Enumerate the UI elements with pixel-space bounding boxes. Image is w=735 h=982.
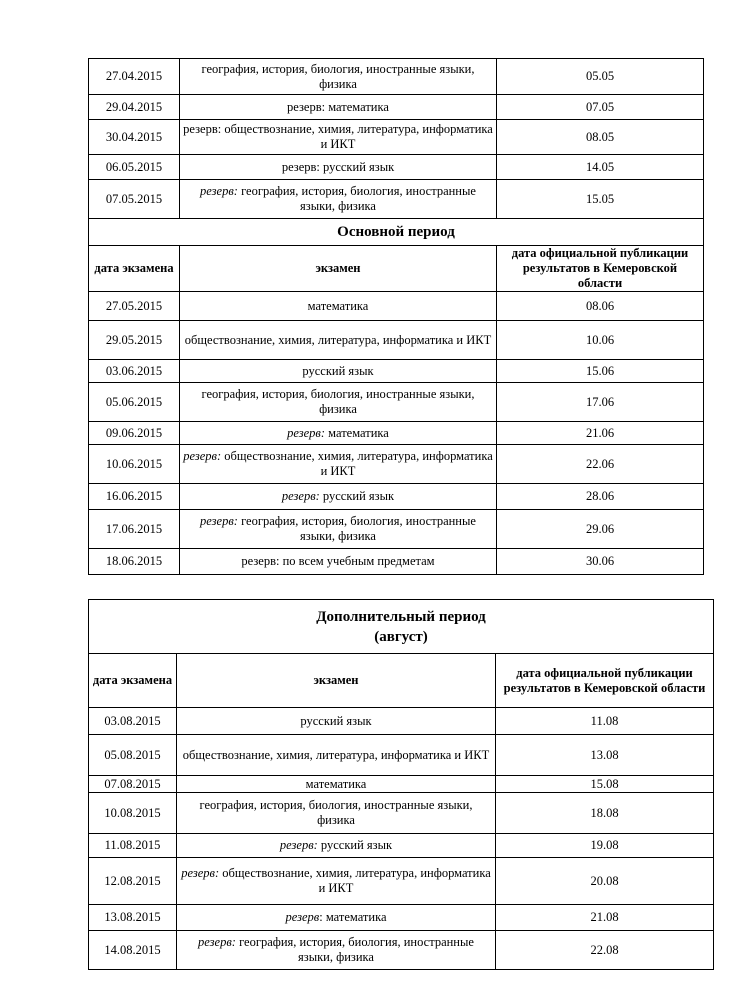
table-row: [89, 180, 704, 219]
reserve-label: резерв:: [279, 838, 318, 852]
table-row: [89, 858, 714, 905]
table-row: [89, 321, 704, 360]
exam-date: 05.08.2015: [89, 735, 177, 776]
exam-subjects: [177, 858, 496, 905]
publication-date: 29.06: [497, 510, 704, 549]
exam-subjects: [177, 776, 496, 793]
exam-subjects: [180, 292, 497, 321]
exam-subjects-text: русский язык: [302, 363, 374, 378]
exam-subjects: [180, 155, 497, 180]
exam-subjects: [180, 549, 497, 575]
table-row: [89, 155, 704, 180]
publication-date: 11.08: [496, 708, 714, 735]
table-row: [89, 905, 714, 931]
table-row: [89, 931, 714, 970]
exam-subjects: [180, 120, 497, 155]
exam-date: 10.06.2015: [89, 445, 180, 484]
exam-date: 10.08.2015: [89, 793, 177, 834]
exam-subjects: [180, 383, 497, 422]
table-row: [89, 292, 704, 321]
exam-subjects: [180, 422, 497, 445]
exam-date: 16.06.2015: [89, 484, 180, 510]
publication-date: 05.05: [497, 59, 704, 95]
exam-subjects-text: география, история, биология, иностранные языки, физика: [237, 514, 476, 543]
exam-date: 05.06.2015: [89, 383, 180, 422]
publication-date: 19.08: [496, 834, 714, 858]
header-exam: экзамен: [177, 654, 496, 708]
table-row: [89, 59, 704, 95]
section-title-line1: Дополнительный период: [316, 608, 486, 625]
publication-date: 21.08: [496, 905, 714, 931]
publication-date: 15.06: [497, 360, 704, 383]
exam-date: 07.08.2015: [89, 776, 177, 793]
exam-subjects: [180, 360, 497, 383]
reserve-label: резерв:: [198, 935, 236, 949]
exam-date: 29.05.2015: [89, 321, 180, 360]
schedule-table-august: [88, 599, 714, 970]
exam-subjects: [180, 95, 497, 120]
section-title-additional: [89, 600, 714, 654]
header-date: дата экзамена: [89, 654, 177, 708]
exam-subjects: [177, 905, 496, 931]
exam-subjects-text: математика: [305, 776, 367, 791]
header-exam: экзамен: [180, 246, 497, 292]
publication-date: 18.08: [496, 793, 714, 834]
table-row: [89, 120, 704, 155]
schedule-table-early-main: [88, 58, 704, 575]
august-period-rows: [89, 708, 714, 970]
exam-subjects: [177, 931, 496, 970]
exam-date: 03.06.2015: [89, 360, 180, 383]
exam-date: 03.08.2015: [89, 708, 177, 735]
table-row: [89, 708, 714, 735]
exam-subjects: [180, 445, 497, 484]
exam-subjects-text: география, история, биология, иностранные языки, физика: [235, 935, 474, 964]
exam-subjects-text: : математика: [319, 910, 387, 924]
exam-subjects: [177, 834, 496, 858]
early-period-rows: [89, 59, 704, 219]
table-header-row: [89, 246, 704, 292]
table-row: [89, 776, 714, 793]
table-row: [89, 445, 704, 484]
table-row: [89, 834, 714, 858]
publication-date: 15.08: [496, 776, 714, 793]
exam-subjects-text: обществознание, химия, литература, информатика и ИКТ: [184, 332, 492, 347]
reserve-label: резерв:: [281, 489, 320, 503]
publication-date: 07.05: [497, 95, 704, 120]
exam-subjects: [177, 793, 496, 834]
exam-subjects-text: резерв: обществознание, химия, литература, информатика и ИКТ: [183, 122, 493, 151]
exam-subjects-text: обществознание, химия, литература, информатика и ИКТ: [182, 747, 490, 762]
table-row: [89, 95, 704, 120]
exam-date: 12.08.2015: [89, 858, 177, 905]
exam-date: 07.05.2015: [89, 180, 180, 219]
exam-date: 27.05.2015: [89, 292, 180, 321]
table-header-row: [89, 654, 714, 708]
table-row: [89, 383, 704, 422]
publication-date: 13.08: [496, 735, 714, 776]
table-row: [89, 735, 714, 776]
exam-subjects: [177, 708, 496, 735]
exam-subjects-text: география, история, биология, иностранные языки, физика: [201, 387, 475, 416]
publication-date: 22.06: [497, 445, 704, 484]
publication-date: 08.06: [497, 292, 704, 321]
header-pub: дата официальной публикации результатов в Кемеровской области: [496, 654, 714, 708]
exam-subjects-text: география, история, биология, иностранные языки, физика: [201, 61, 475, 91]
exam-date: 13.08.2015: [89, 905, 177, 931]
exam-subjects-text: резерв: русский язык: [281, 159, 395, 174]
exam-date: 27.04.2015: [89, 59, 180, 95]
exam-subjects: [180, 510, 497, 549]
exam-subjects: [180, 180, 497, 219]
reserve-label: резерв:: [287, 425, 326, 440]
section-title-line2: (август): [374, 628, 428, 645]
exam-subjects-text: резерв: по всем учебным предметам: [241, 554, 435, 568]
publication-date: 21.06: [497, 422, 704, 445]
exam-subjects-text: резерв: математика: [287, 99, 389, 114]
exam-date: 09.06.2015: [89, 422, 180, 445]
reserve-label: резерв:: [181, 866, 220, 880]
exam-subjects-text: русский язык: [319, 489, 395, 503]
exam-subjects: [180, 484, 497, 510]
exam-subjects: [177, 735, 496, 776]
table-row: [89, 510, 704, 549]
exam-date: 17.06.2015: [89, 510, 180, 549]
exam-subjects-text: география, история, биология, иностранные языки, физика: [199, 798, 473, 827]
publication-date: 17.06: [497, 383, 704, 422]
exam-subjects-text: обществознание, химия, литература, информатика и ИКТ: [221, 449, 493, 478]
section-title-main: Основной период: [89, 219, 704, 246]
exam-subjects-text: русский язык: [300, 713, 372, 728]
exam-subjects-text: математика: [325, 425, 389, 440]
exam-date: 29.04.2015: [89, 95, 180, 120]
publication-date: 20.08: [496, 858, 714, 905]
exam-date: 14.08.2015: [89, 931, 177, 970]
header-pub: дата официальной публикации результатов в Кемеровской области: [497, 246, 704, 292]
exam-subjects: [180, 59, 497, 95]
publication-date: 30.06: [497, 549, 704, 575]
reserve-label: резерв: [285, 910, 320, 924]
publication-date: 28.06: [497, 484, 704, 510]
table-row: [89, 360, 704, 383]
exam-date: 06.05.2015: [89, 155, 180, 180]
exam-date: 30.04.2015: [89, 120, 180, 155]
exam-subjects: [180, 321, 497, 360]
exam-subjects-text: география, история, биология, иностранные языки, физика: [237, 184, 476, 213]
exam-subjects-text: математика: [307, 298, 369, 313]
publication-date: 08.05: [497, 120, 704, 155]
section-title-row: [89, 600, 714, 654]
table-row: [89, 793, 714, 834]
reserve-label: резерв:: [200, 514, 238, 528]
reserve-label: резерв:: [183, 449, 222, 463]
exam-subjects-text: обществознание, химия, литература, информатика и ИКТ: [219, 866, 491, 895]
table-row: [89, 484, 704, 510]
publication-date: 14.05: [497, 155, 704, 180]
exam-date: 18.06.2015: [89, 549, 180, 575]
publication-date: 10.06: [497, 321, 704, 360]
main-period-rows: [89, 292, 704, 575]
header-date: дата экзамена: [89, 246, 180, 292]
exam-subjects-text: русский язык: [317, 838, 393, 852]
publication-date: 15.05: [497, 180, 704, 219]
table-row: [89, 422, 704, 445]
section-title-row: [89, 219, 704, 246]
publication-date: 22.08: [496, 931, 714, 970]
exam-date: 11.08.2015: [89, 834, 177, 858]
table-row: [89, 549, 704, 575]
reserve-label: резерв:: [200, 184, 238, 198]
